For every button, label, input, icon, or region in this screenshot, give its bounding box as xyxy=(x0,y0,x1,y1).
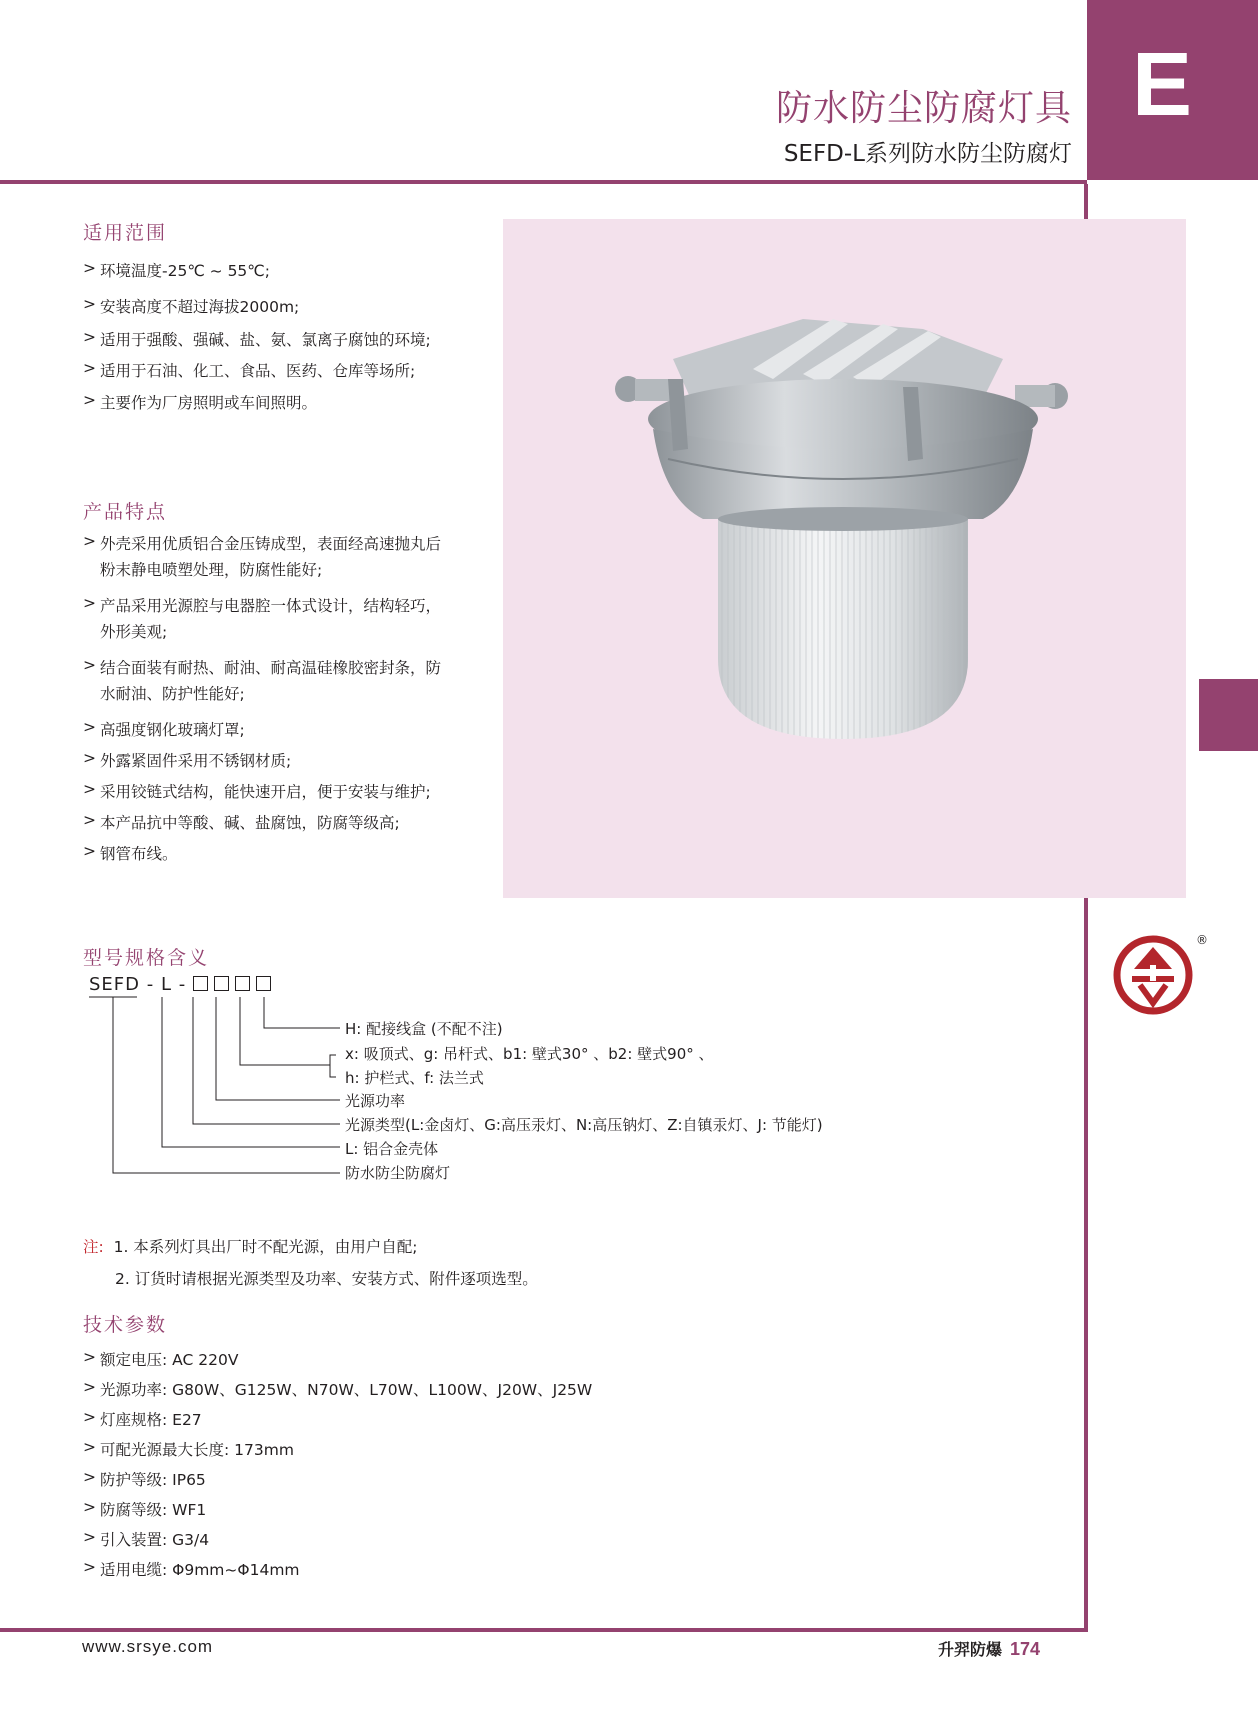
list-item: > 可配光源最大长度: 173mm xyxy=(83,1438,294,1459)
list-item: > 额定电压: AC 220V xyxy=(83,1348,239,1369)
list-item: > 高强度钢化玻璃灯罩; xyxy=(83,718,245,739)
list-item: > 适用电缆: Φ9mm~Φ14mm xyxy=(83,1558,300,1579)
list-item: > 适用于石油、化工、食品、医药、仓库等场所; xyxy=(83,359,416,380)
footer-url[interactable]: www.srsye.com xyxy=(82,1637,214,1656)
registered-mark: ® xyxy=(1196,933,1208,947)
list-item: > 环境温度-25℃ ~ 55℃; xyxy=(83,259,270,280)
list-item: > 光源功率: G80W、G125W、N70W、L70W、L100W、J20W、J25W xyxy=(83,1378,593,1399)
page-title: 防水防尘防腐灯具 xyxy=(775,88,1072,129)
list-item: > 产品采用光源腔与电器腔一体式设计，结构轻巧， 外形美观; xyxy=(83,594,442,641)
list-item: > 防护等级: IP65 xyxy=(83,1468,206,1489)
model-desc-power: 光源功率 xyxy=(345,1092,406,1110)
list-item: > 结合面装有耐热、耐油、耐高温硅橡胶密封条，防 水耐油、防护性能好; xyxy=(83,656,442,703)
list-item: > 采用铰链式结构，能快速开启，便于安装与维护; xyxy=(83,780,431,801)
brand-logo xyxy=(1112,935,1202,1015)
list-item: > 灯座规格: E27 xyxy=(83,1408,202,1429)
list-item: > 外露紧固件采用不锈钢材质; xyxy=(83,749,292,770)
list-item: > 钢管布线。 xyxy=(83,842,178,863)
list-item: > 本产品抗中等酸、碱、盐腐蚀，防腐等级高; xyxy=(83,811,400,832)
page-subtitle: SEFD-L系列防水防尘防腐灯 xyxy=(783,141,1072,167)
model-code-text: SEFD - L - xyxy=(89,974,187,995)
note-item: 1. 本系列灯具出厂时不配光源，由用户自配; xyxy=(113,1238,418,1256)
model-desc-type: 光源类型(L:金卤灯、G:高压汞灯、N:高压钠灯、Z:自镇汞灯、J: 节能灯) xyxy=(345,1116,823,1134)
specs-list xyxy=(83,1348,592,1588)
model-title: 型号规格含义 xyxy=(83,947,210,969)
note-label: 注: xyxy=(83,1238,104,1256)
list-item: > 主要作为厂房照明或车间照明。 xyxy=(83,391,318,412)
model-desc-mount-1: x: 吸顶式、g: 吊杆式、b1: 壁式30° 、b2: 壁式90° 、 xyxy=(345,1045,714,1063)
footer-brand xyxy=(938,1637,1040,1660)
model-desc-h: H: 配接线盒 (不配不注) xyxy=(345,1020,503,1038)
note-item: 2. 订货时请根据光源类型及功率、安装方式、附件逐项选型。 xyxy=(115,1270,538,1288)
footer-brand-name: 升羿防爆 xyxy=(937,1640,1002,1659)
section-letter: E xyxy=(1131,35,1193,135)
features-title: 产品特点 xyxy=(83,501,168,523)
list-item: > 防腐等级: WF1 xyxy=(83,1498,207,1519)
model-desc-name: 防水防尘防腐灯 xyxy=(345,1164,451,1182)
model-desc-mount-2: h: 护栏式、f: 法兰式 xyxy=(345,1069,484,1087)
page-number: 174 xyxy=(1009,1639,1040,1659)
scope-title: 适用范围 xyxy=(83,222,168,244)
specs-title: 技术参数 xyxy=(83,1314,168,1336)
notes xyxy=(83,1235,538,1289)
list-item: > 安装高度不超过海拔2000m; xyxy=(83,295,300,316)
list-item: > 适用于强酸、强碱、盐、氨、氯离子腐蚀的环境; xyxy=(83,328,431,349)
model-desc-shell: L: 铝合金壳体 xyxy=(345,1140,439,1158)
list-item: > 引入装置: G3/4 xyxy=(83,1528,210,1549)
list-item: > 外壳采用优质铝合金压铸成型，表面经高速抛丸后 粉末静电喷塑处理，防腐性能好; xyxy=(83,532,442,579)
